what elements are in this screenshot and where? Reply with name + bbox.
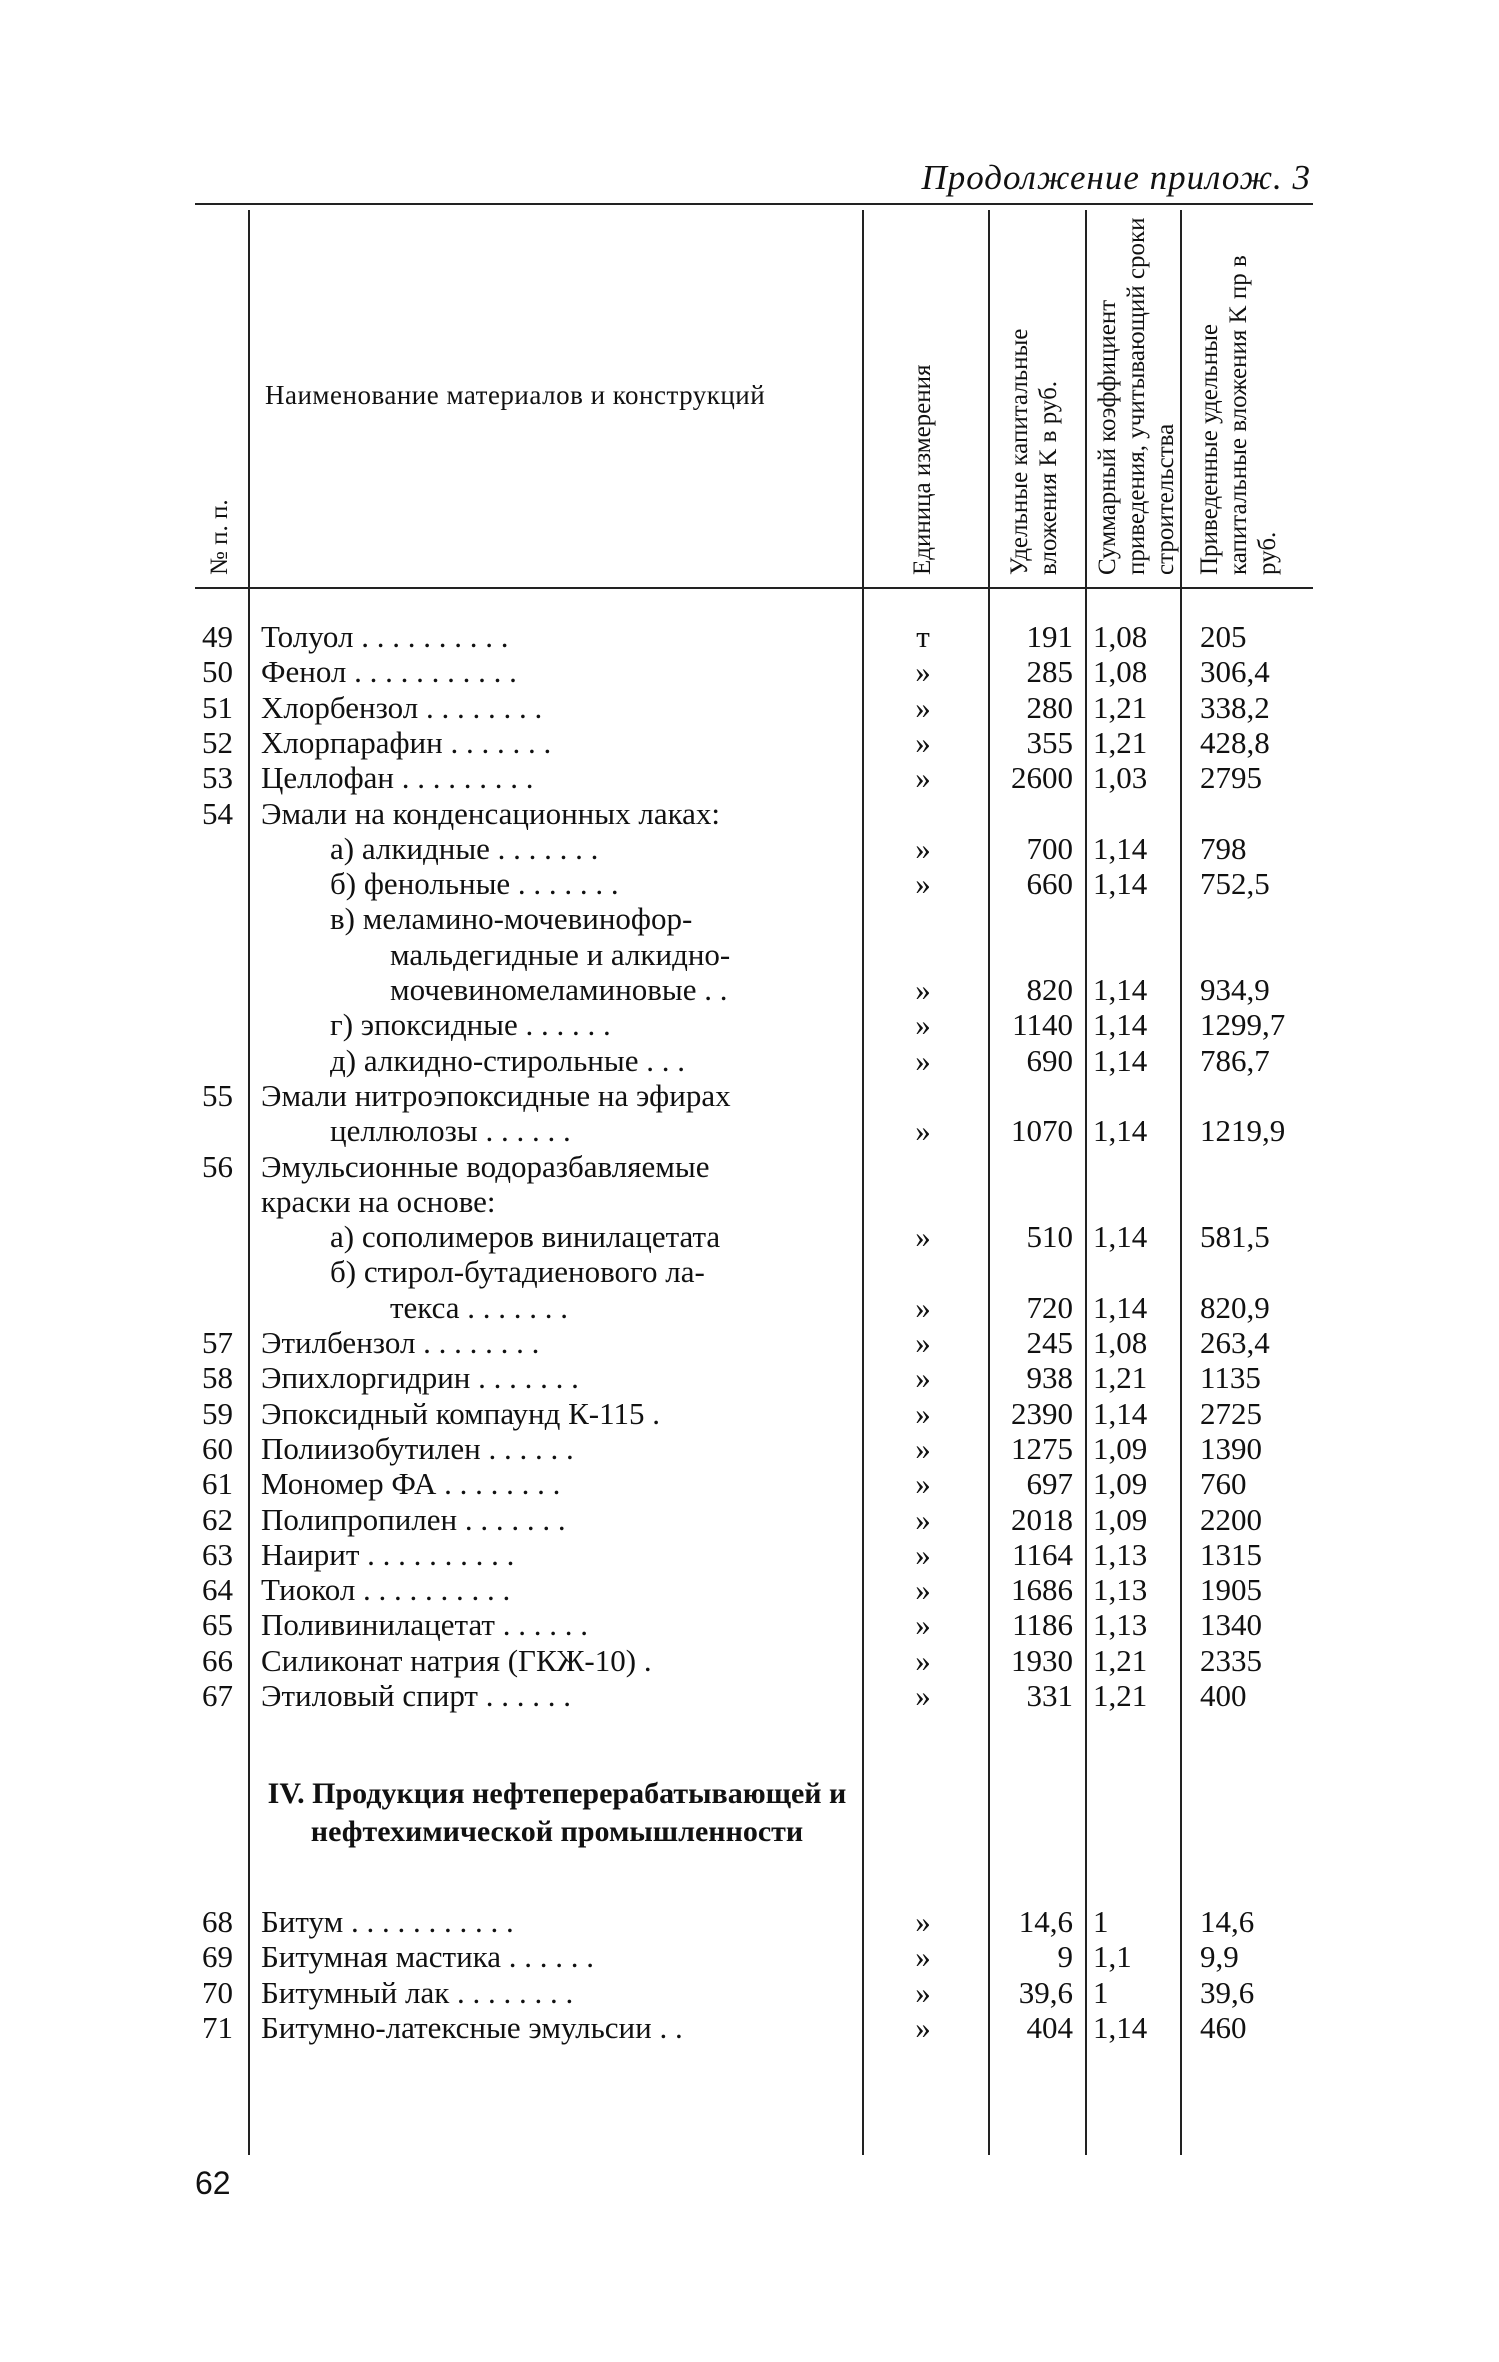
- row-number: 58: [202, 1360, 233, 1396]
- table-row: [195, 1326, 1315, 1360]
- row-capital: 700: [1026, 830, 1073, 866]
- row-unit: »: [915, 866, 931, 902]
- row-reduced: 39,6: [1200, 1974, 1255, 2010]
- table-row: [195, 1940, 1315, 1974]
- row-coefficient: 1,14: [1093, 1395, 1148, 1431]
- table-row: [195, 1185, 1315, 1219]
- row-reduced: 2335: [1200, 1642, 1262, 1678]
- row-reduced: 1299,7: [1200, 1007, 1286, 1043]
- row-coefficient: 1,14: [1093, 2009, 1148, 2045]
- row-unit: »: [915, 1572, 931, 1608]
- row-reduced: 1135: [1200, 1360, 1261, 1396]
- row-number: 59: [202, 1395, 233, 1431]
- table-row: [195, 1291, 1315, 1325]
- row-name: а) алкидные . . . . . . .: [330, 831, 599, 866]
- row-unit: »: [915, 1607, 931, 1643]
- table-row: [195, 2011, 1315, 2045]
- header-capital: [1005, 230, 1063, 575]
- row-reduced: 2200: [1200, 1501, 1262, 1537]
- table-row: [195, 726, 1315, 760]
- row-reduced: 2795: [1200, 760, 1262, 796]
- header-bottom-rule: [195, 587, 1313, 589]
- row-unit: »: [915, 1360, 931, 1396]
- table-row: [195, 620, 1315, 654]
- table-row: [195, 1220, 1315, 1254]
- table-row: [195, 1079, 1315, 1113]
- row-reduced: 1219,9: [1200, 1113, 1286, 1149]
- row-number: 52: [202, 724, 233, 760]
- row-number: 50: [202, 654, 233, 690]
- table-row: [195, 1150, 1315, 1184]
- row-name: б) фенольные . . . . . . .: [330, 867, 619, 902]
- row-reduced: 428,8: [1200, 724, 1270, 760]
- row-unit: »: [915, 1113, 931, 1149]
- row-number: 71: [202, 2009, 233, 2045]
- row-reduced: 786,7: [1200, 1042, 1270, 1078]
- row-reduced: 9,9: [1200, 1939, 1239, 1975]
- row-reduced: 2725: [1200, 1395, 1262, 1431]
- table-row: [195, 1679, 1315, 1713]
- header-num: № п. п.: [206, 499, 233, 575]
- row-unit: »: [915, 724, 931, 760]
- row-reduced: 14,6: [1200, 1904, 1255, 1939]
- row-unit: »: [915, 1007, 931, 1043]
- row-name: Наирит . . . . . . . . . .: [261, 1537, 515, 1572]
- row-capital: 1930: [1011, 1642, 1073, 1678]
- row-capital: 1686: [1011, 1572, 1073, 1608]
- row-unit: »: [915, 1395, 931, 1431]
- row-coefficient: 1: [1093, 1904, 1109, 1939]
- row-reduced: 752,5: [1200, 866, 1270, 902]
- row-capital: 285: [1026, 654, 1073, 690]
- continuation-note: Продолжение прилож. 3: [921, 158, 1311, 197]
- row-name: Полипропилен . . . . . . .: [261, 1502, 566, 1537]
- header-reduced-text: Приведенные удельные капитальные вложения K пр в руб.: [1196, 255, 1281, 575]
- row-reduced: 760: [1200, 1466, 1247, 1502]
- row-name: Битум . . . . . . . . . . .: [261, 1905, 514, 1939]
- row-unit: »: [915, 1289, 931, 1325]
- row-name: Битумный лак . . . . . . . .: [261, 1975, 574, 2010]
- row-coefficient: 1,21: [1093, 689, 1148, 725]
- row-name: Тиокол . . . . . . . . . .: [261, 1573, 511, 1608]
- row-reduced: 820,9: [1200, 1289, 1270, 1325]
- row-capital: 14,6: [1018, 1904, 1073, 1939]
- table-row: [195, 867, 1315, 901]
- row-number: 60: [202, 1430, 233, 1466]
- row-number: 63: [202, 1536, 233, 1572]
- row-number: 68: [202, 1904, 233, 1939]
- row-name: Эпоксидный компаунд К-115 .: [261, 1396, 660, 1431]
- row-capital: 39,6: [1018, 1974, 1073, 2010]
- row-name: Силиконат натрия (ГКЖ-10) .: [261, 1643, 652, 1678]
- row-capital: 1275: [1011, 1430, 1073, 1466]
- table-row: [195, 1361, 1315, 1395]
- row-reduced: 1390: [1200, 1430, 1262, 1466]
- row-unit: »: [915, 654, 931, 690]
- row-unit: »: [915, 760, 931, 796]
- table-row: [195, 902, 1315, 936]
- row-capital: 938: [1026, 1360, 1073, 1396]
- row-name: б) стирол-бутадиенового ла-: [330, 1255, 705, 1290]
- row-reduced: 263,4: [1200, 1325, 1270, 1360]
- row-unit: »: [915, 1536, 931, 1572]
- row-coefficient: 1,08: [1093, 654, 1148, 690]
- row-coefficient: 1,14: [1093, 1042, 1148, 1078]
- row-name: Хлорпарафин . . . . . . .: [261, 725, 552, 760]
- table-top-rule: [195, 203, 1313, 205]
- table-row: [195, 1255, 1315, 1289]
- row-number: 67: [202, 1678, 233, 1713]
- page-number: 62: [195, 2165, 231, 2201]
- row-reduced: 306,4: [1200, 654, 1270, 690]
- table-row: [195, 691, 1315, 725]
- row-coefficient: 1,14: [1093, 1113, 1148, 1149]
- row-coefficient: 1,08: [1093, 619, 1148, 654]
- header-coef: [1093, 215, 1180, 575]
- header-capital-text: Удельные капитальные вложения K в руб.: [1006, 328, 1062, 575]
- row-capital: 2018: [1011, 1501, 1073, 1537]
- row-coefficient: 1,21: [1093, 1360, 1148, 1396]
- table-row: [195, 938, 1315, 972]
- row-unit: »: [915, 1904, 931, 1939]
- table-row: [195, 1573, 1315, 1607]
- row-unit: »: [915, 830, 931, 866]
- row-name: Эмали нитроэпоксидные на эфирах: [261, 1078, 731, 1113]
- row-number: 62: [202, 1501, 233, 1537]
- row-unit: »: [915, 972, 931, 1007]
- row-capital: 245: [1026, 1325, 1073, 1360]
- row-coefficient: 1,21: [1093, 1642, 1148, 1678]
- row-coefficient: 1,08: [1093, 1325, 1148, 1360]
- row-reduced: 1315: [1200, 1536, 1262, 1572]
- row-unit: »: [915, 1325, 931, 1360]
- row-number: 56: [202, 1148, 233, 1184]
- row-number: 53: [202, 760, 233, 796]
- row-number: 69: [202, 1939, 233, 1975]
- row-unit: »: [915, 1466, 931, 1502]
- row-name: Эмали на конденсационных лаках:: [261, 796, 721, 831]
- table-row: [195, 1644, 1315, 1678]
- row-number: 57: [202, 1325, 233, 1360]
- row-unit: т: [916, 619, 930, 654]
- row-capital: 510: [1026, 1219, 1073, 1255]
- row-name: Поливинилацетат . . . . . .: [261, 1608, 588, 1643]
- table-row: [195, 973, 1315, 1007]
- row-number: 64: [202, 1572, 233, 1608]
- row-reduced: 1340: [1200, 1607, 1262, 1643]
- row-coefficient: 1,14: [1093, 830, 1148, 866]
- row-name: Этиловый спирт . . . . . .: [261, 1679, 571, 1713]
- row-unit: »: [915, 1939, 931, 1975]
- row-name: Эпихлоргидрин . . . . . . .: [261, 1361, 579, 1396]
- row-number: 55: [202, 1077, 233, 1113]
- row-reduced: 460: [1200, 2009, 1247, 2045]
- header-name: Наименование материалов и конструкций: [265, 380, 766, 410]
- row-coefficient: 1,21: [1093, 1678, 1148, 1713]
- row-name: Фенол . . . . . . . . . . .: [261, 655, 517, 690]
- row-unit: »: [915, 1974, 931, 2010]
- header-unit: Единица измерения: [909, 364, 936, 575]
- table-row: [195, 1044, 1315, 1078]
- row-unit: »: [915, 1501, 931, 1537]
- row-capital: 1186: [1012, 1607, 1073, 1643]
- row-capital: 1164: [1012, 1536, 1073, 1572]
- row-name: Мономер ФА . . . . . . . .: [261, 1467, 561, 1502]
- row-name: Битумная мастика . . . . . .: [261, 1940, 595, 1975]
- table-row: [195, 832, 1315, 866]
- row-coefficient: 1,09: [1093, 1430, 1148, 1466]
- row-coefficient: 1,1: [1093, 1939, 1132, 1975]
- table-row: [195, 1432, 1315, 1466]
- row-unit: »: [915, 689, 931, 725]
- table-row: [195, 655, 1315, 689]
- row-capital: 331: [1026, 1678, 1073, 1713]
- row-capital: 697: [1026, 1466, 1073, 1502]
- row-capital: 660: [1026, 866, 1073, 902]
- row-coefficient: 1,14: [1093, 1219, 1148, 1255]
- row-coefficient: 1,13: [1093, 1536, 1148, 1572]
- row-unit: »: [915, 1678, 931, 1713]
- row-name: текса . . . . . . .: [390, 1290, 568, 1325]
- row-name: мальдегидные и алкидно-: [390, 937, 731, 972]
- row-reduced: 934,9: [1200, 972, 1270, 1007]
- row-name: Целлофан . . . . . . . . .: [261, 761, 534, 796]
- row-name: Битумно-латексные эмульсии . .: [261, 2010, 683, 2045]
- row-coefficient: 1,09: [1093, 1501, 1148, 1537]
- row-capital: 280: [1026, 689, 1073, 725]
- table-row: [195, 1976, 1315, 2010]
- table-row: [195, 1608, 1315, 1642]
- row-number: 54: [202, 795, 233, 831]
- row-name: в) меламино-мочевинофор-: [330, 902, 693, 937]
- row-capital: 1140: [1012, 1007, 1073, 1043]
- table-row: [195, 1467, 1315, 1501]
- row-name: краски на основе:: [261, 1184, 496, 1219]
- row-number: 70: [202, 1974, 233, 2010]
- row-name: Толуол . . . . . . . . . .: [261, 620, 509, 654]
- row-name: Этилбензол . . . . . . . .: [261, 1326, 540, 1360]
- header-coef-text: Суммарный коэффициент приведения, учитывающий сроки строительства: [1094, 217, 1179, 575]
- row-capital: 690: [1026, 1042, 1073, 1078]
- row-coefficient: 1,09: [1093, 1466, 1148, 1502]
- row-unit: »: [915, 2009, 931, 2045]
- row-coefficient: 1,13: [1093, 1607, 1148, 1643]
- header-reduced: [1195, 225, 1282, 575]
- row-reduced: 205: [1200, 619, 1247, 654]
- table-row: [195, 1503, 1315, 1537]
- row-capital: 1070: [1011, 1113, 1073, 1149]
- row-name: Хлорбензол . . . . . . . .: [261, 690, 543, 725]
- row-unit: »: [915, 1219, 931, 1255]
- table-row: [195, 1114, 1315, 1148]
- row-name: Эмульсионные водоразбавляемые: [261, 1149, 710, 1184]
- row-reduced: 400: [1200, 1678, 1247, 1713]
- row-number: 51: [202, 689, 233, 725]
- row-coefficient: 1: [1093, 1974, 1109, 2010]
- section-title: IV. Продукция нефтеперерабатывающей и нефтехимической промышленности: [267, 1777, 847, 1848]
- row-coefficient: 1,14: [1093, 972, 1148, 1007]
- row-capital: 191: [1026, 619, 1073, 654]
- row-name: г) эпоксидные . . . . . .: [330, 1008, 611, 1043]
- row-capital: 2390: [1011, 1395, 1073, 1431]
- row-name: мочевиномеламиновые . .: [390, 973, 728, 1007]
- table-row: [195, 1905, 1315, 1939]
- row-unit: »: [915, 1642, 931, 1678]
- row-capital: 2600: [1011, 760, 1073, 796]
- row-reduced: 338,2: [1200, 689, 1270, 725]
- row-coefficient: 1,21: [1093, 724, 1148, 760]
- row-number: 61: [202, 1466, 233, 1502]
- row-number: 49: [202, 619, 233, 654]
- table-row: [195, 1397, 1315, 1431]
- row-name: а) сополимеров винилацетата: [330, 1220, 721, 1255]
- table-row: [195, 1008, 1315, 1042]
- row-reduced: 581,5: [1200, 1219, 1270, 1255]
- row-reduced: 798: [1200, 830, 1247, 866]
- table-row: [195, 797, 1315, 831]
- row-capital: 9: [1057, 1939, 1073, 1975]
- row-number: 66: [202, 1642, 233, 1678]
- row-reduced: 1905: [1200, 1572, 1262, 1608]
- row-number: 65: [202, 1607, 233, 1643]
- table-row: [195, 1538, 1315, 1572]
- row-name: д) алкидно-стирольные . . .: [330, 1043, 685, 1078]
- row-coefficient: 1,13: [1093, 1572, 1148, 1608]
- row-coefficient: 1,03: [1093, 760, 1148, 796]
- row-unit: »: [915, 1042, 931, 1078]
- row-coefficient: 1,14: [1093, 1289, 1148, 1325]
- row-coefficient: 1,14: [1093, 1007, 1148, 1043]
- row-name: Полиизобутилен . . . . . .: [261, 1431, 574, 1466]
- row-capital: 404: [1026, 2009, 1073, 2045]
- row-coefficient: 1,14: [1093, 866, 1148, 902]
- row-name: целлюлозы . . . . . .: [330, 1114, 571, 1149]
- row-capital: 820: [1026, 972, 1073, 1007]
- row-capital: 355: [1026, 724, 1073, 760]
- row-unit: »: [915, 1430, 931, 1466]
- table-row: [195, 761, 1315, 795]
- row-capital: 720: [1026, 1289, 1073, 1325]
